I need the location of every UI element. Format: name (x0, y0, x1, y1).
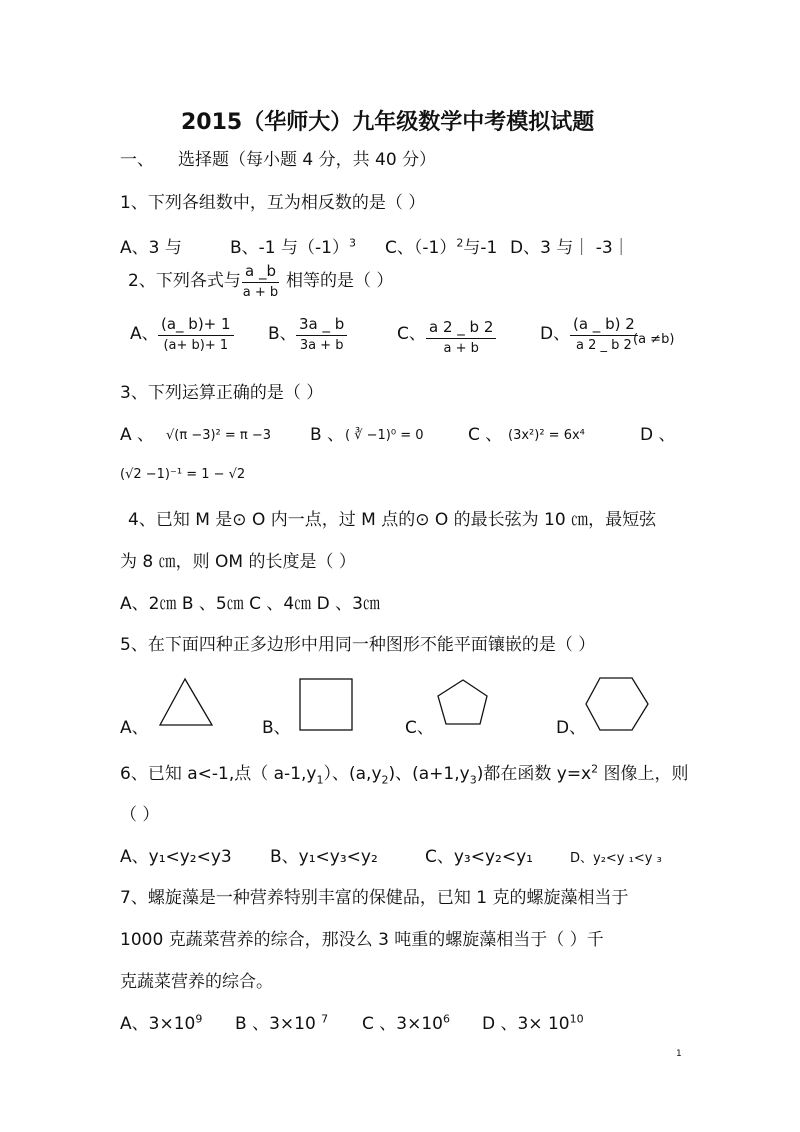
q1-option-b: B、-1 与$(-1)^3$ (230, 236, 356, 258)
q4-line-1: 4、已知 M 是⊙ O 内一点，过 M 点的⊙ O 的最长弦为 10 ㎝，最短弦 (128, 510, 657, 530)
q2-option-c-label: C、 (397, 324, 426, 344)
page-number: 1 (676, 1049, 682, 1059)
q3-option-d-label: D 、 (640, 425, 676, 445)
q2-option-b-numerator: 3a _ b (296, 317, 347, 336)
q6-option-a: A、y₁<y₂<y3 (120, 847, 232, 867)
q7-line-2: 1000 克蔬菜营养的综合，那没么 3 吨重的螺旋藻相当于（ ）千 (120, 930, 604, 950)
q7-line-1: 7、螺旋藻是一种营养特别丰富的保健品，已知 1 克的螺旋藻相当于 (120, 888, 629, 908)
q2-stem-end: 相等的是（ ） (286, 271, 394, 291)
q6-option-b: B、y₁<y₃<y₂ (270, 847, 378, 867)
q6-line-2: （ ） (120, 805, 160, 825)
q2-option-c-numerator: a 2 _ b 2 (426, 320, 496, 339)
q5-stem: 5、在下面四种正多边形中用同一种图形不能平面镶嵌的是（ ） (120, 635, 596, 655)
q7-option-b: B 、3×10 $^7$ (235, 1012, 329, 1034)
q3-option-d-expr: (√2 −1)⁻¹ = 1 − √2 (120, 467, 246, 482)
q5-option-a-label: A、 (120, 718, 149, 738)
q3-option-c-expr: (3x²)² = 6x⁴ (508, 428, 585, 443)
q2-stem-start: 2、下列各式与 (128, 271, 241, 291)
q2-fraction-denominator: a + b (242, 285, 279, 300)
q3-option-a-expr: √(π −3)² = π −3 (166, 428, 272, 443)
q1-stem: 1、下列各组数中，互为相反数的是（ ） (120, 193, 426, 213)
q2-option-a-numerator: (a_ b)+ 1 (158, 317, 234, 336)
q6-option-c: C、y₃<y₂<y₁ (425, 847, 533, 867)
q3-option-a-label: A 、 (120, 425, 155, 445)
q5-option-b-label: B、 (262, 718, 291, 738)
q1-option-c: C、$(-1)^2$与-1 (385, 236, 498, 258)
q3-option-c-label: C 、 (468, 425, 503, 445)
q1-option-d: D、3 与｜ -3｜ (510, 238, 630, 258)
q5-option-d-label: D、 (556, 718, 587, 738)
q7-option-d: D 、$3\times 10^{10}$ (482, 1012, 584, 1034)
q2-option-c-denominator: a + b (443, 341, 479, 356)
section-number: 一、 (120, 150, 154, 170)
section-heading: 选择题（每小题 4 分，共 40 分） (178, 150, 437, 170)
q5-option-c-label: C、 (405, 718, 434, 738)
q7-line-3: 克蔬菜营养的综合。 (120, 972, 273, 992)
q6-option-d: D、y₂<y ₁<y ₃ (570, 851, 662, 866)
q2-option-d-label: D、 (540, 324, 571, 344)
q2-option-b-denominator: 3a + b (299, 338, 344, 353)
q2-option-b-label: B、 (268, 324, 297, 344)
q7-option-a: A、$3\times 10^9$ (120, 1012, 203, 1034)
q7-option-c: C 、$3\times 10^6$ (362, 1012, 450, 1034)
q6-line-1: 6、已知 a<-1,点（ $a-1,y_1$）、$(a,y_2)$、$(a+1,y_3)$都在函数 $y=x^2$ 图像上，则 (120, 762, 689, 787)
q1-option-a: A、3 与 (120, 238, 182, 258)
q4-line-2: 为 8 ㎝，则 OM 的长度是（ ） (120, 552, 356, 572)
q2-option-d-condition: (a ≠b) (633, 332, 675, 347)
q2-option-d-numerator: (a _ b) 2 (570, 317, 638, 336)
q2-option-a-label: A、 (130, 324, 159, 344)
q3-option-b-label: B 、 (310, 425, 345, 445)
q2-fraction-numerator: a _b (242, 264, 279, 283)
q4-options: A、2㎝ B 、5㎝ C 、4㎝ D 、3㎝ (120, 594, 380, 614)
q2-option-a-denominator: (a+ b)+ 1 (163, 338, 229, 353)
q3-option-b-expr: ( ∛ −1)⁰ = 0 (345, 428, 424, 443)
q3-stem: 3、下列运算正确的是（ ） (120, 383, 324, 403)
q2-option-d-denominator: a 2 _ b 2 (575, 338, 632, 353)
page-title: 2015（华师大）九年级数学中考模拟试题 (181, 110, 595, 135)
